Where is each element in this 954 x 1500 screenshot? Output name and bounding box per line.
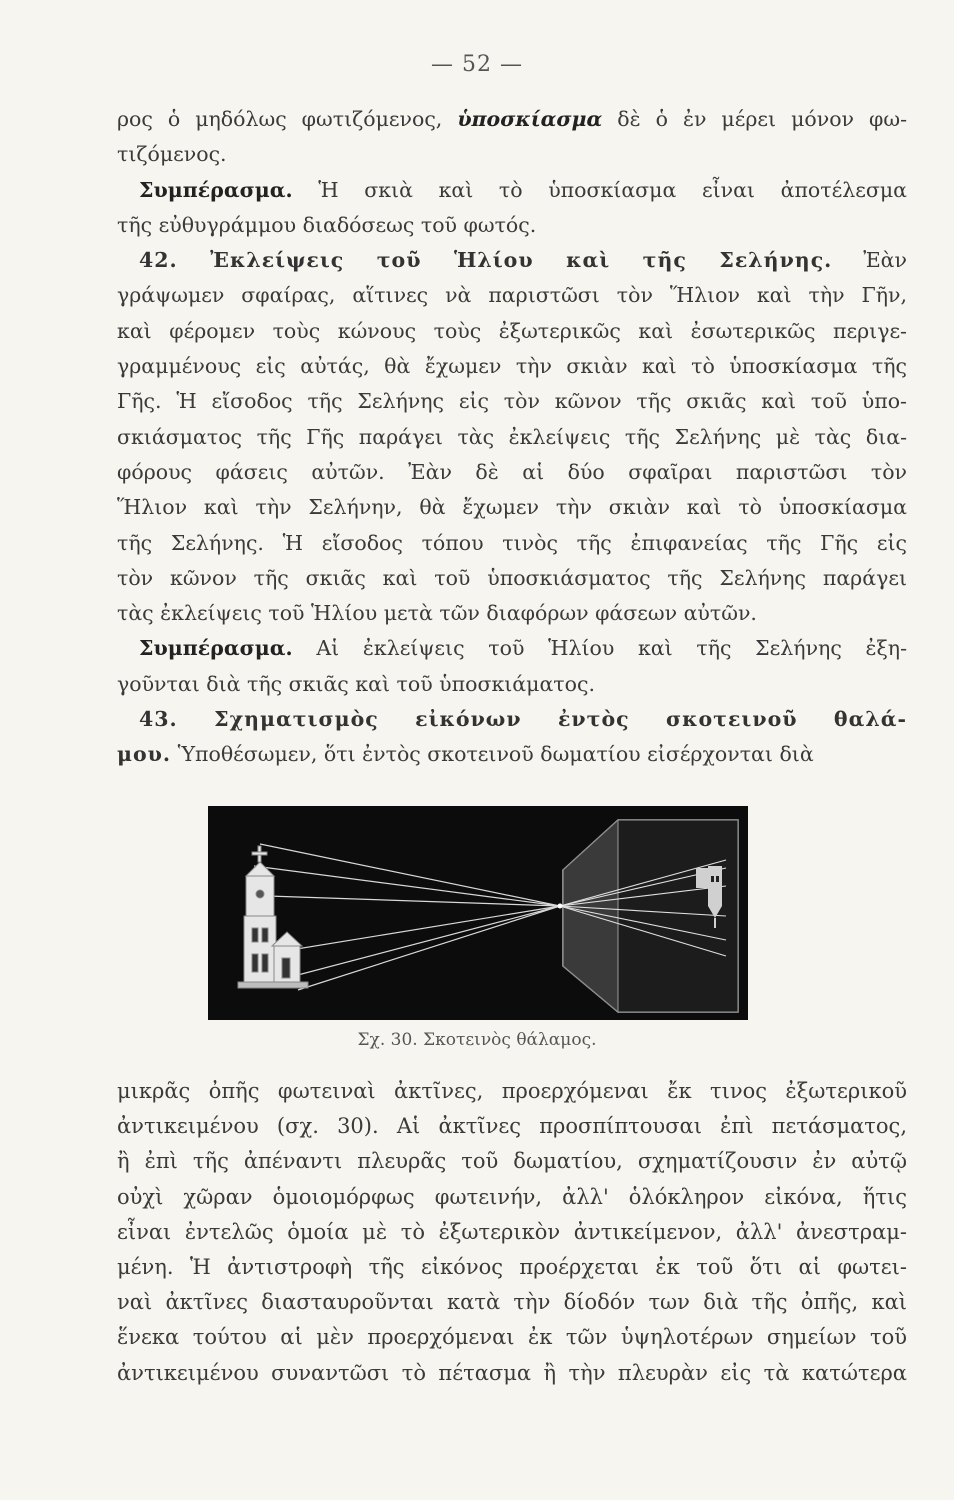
text-run: δὲ ὁ ἐν μέρει μόνον φω- (602, 107, 907, 131)
text-line: οὐχὶ χῶραν ὁμοιομόρφως φωτεινήν, ἀλλ' ὁλόκληρον εἰκόνα, ἥτις (117, 1184, 907, 1209)
section-42-heading-line (117, 243, 907, 278)
conclusion-label: Συμπέρασμα. (139, 636, 293, 661)
text-line: ἕνεκα τούτου αἱ μὲν προερχόμεναι ἐκ τῶν ὑψηλοτέρων σημείων τοῦ (117, 1325, 907, 1350)
text-line: τὸν κῶνον τῆς σκιᾶς καὶ τοῦ ὑποσκιάσματος τῆς Σελήνης παράγει (117, 565, 907, 590)
section-42-heading: 42. Ἐκλείψεις τοῦ Ἡλίου καὶ τῆς Σελήνης. (139, 248, 833, 273)
pinhole-icon (558, 904, 563, 909)
text-run: Αἱ ἐκλείψεις τοῦ Ἡλίου καὶ τῆς Σελήνης ἐξη- (292, 636, 907, 661)
text-line (117, 173, 907, 208)
page-number: — 52 — (431, 52, 523, 77)
term-hyposkiasma: ὑποσκίασμα (457, 107, 603, 131)
text-line: Γῆς. Ἡ εἴσοδος τῆς Σελήνης εἰς τὸν κῶνον τῆς σκιᾶς καὶ τοῦ ὑπο- (117, 389, 907, 414)
text-line: τῆς Σελήνης. Ἡ εἴσοδος τόπου τινὸς τῆς ἐπιφανείας τῆς Γῆς εἰς (117, 530, 907, 555)
text-line (117, 631, 907, 666)
text-line: καὶ φέρομεν τοὺς κώνους τοὺς ἐξωτερικῶς καὶ ἐσωτερικῶς περιγε- (117, 318, 907, 343)
text-line: γράψωμεν σφαίρας, αἵτινες νὰ παριστῶσι τὸν Ἥλιον καὶ τὴν Γῆν, (117, 283, 907, 308)
text-line (117, 737, 907, 772)
text-run: ρος ὁ μηδόλως φωτιζόμενος, (117, 107, 458, 131)
main-text-bottom (117, 1074, 907, 1391)
church-icon (238, 846, 308, 988)
text-line: μένη. Ἡ ἀντιστροφὴ τῆς εἰκόνος προέρχεται ἐκ τοῦ ὅτι αἱ φωτει- (117, 1255, 907, 1280)
text-line: γραμμένους εἰς αὐτάς, θὰ ἔχωμεν τὴν σκιὰν καὶ τὸ ὑποσκίασμα τῆς (117, 354, 907, 379)
text-line: ἢ ἐπὶ τῆς ἀπέναντι πλευρᾶς τοῦ δωματίου, σχηματίζουσιν ἐν αὐτῷ (117, 1149, 907, 1174)
text-run: Ὑποθέσωμεν, ὅτι ἐντὸς σκοτεινοῦ δωματίου εἰσέρχονται διὰ (171, 742, 814, 767)
camera-obscura-illustration (208, 806, 748, 1020)
section-43-heading-line (117, 702, 907, 737)
text-line: μικρᾶς ὀπῆς φωτειναὶ ἀκτῖνες, προερχόμεναι ἔκ τινος ἐξωτερικοῦ (117, 1079, 907, 1103)
text-line: Ἥλιον καὶ τὴν Σελήνην, θὰ ἔχωμεν τὴν σκιὰν καὶ τὸ ὑποσκίασμα (117, 495, 907, 520)
text-line: ἀντικειμένου συναντῶσι τὸ πέτασμα ἢ τὴν πλευρὰν εἰς τὰ κατώτερα (117, 1360, 907, 1385)
text-line: σκιάσματος τῆς Γῆς παράγει τὰς ἐκλείψεις τῆς Σελήνης μὲ τὰς δια- (117, 424, 907, 449)
text-line: γοῦνται διὰ τῆς σκιᾶς καὶ τοῦ ὑποσκιάματος. (117, 671, 595, 696)
dark-room-box (563, 820, 738, 1012)
main-text-top (117, 102, 907, 773)
text-line: ἀντικειμένου (σχ. 30). Αἱ ἀκτῖνες προσπίπτουσαι ἐπὶ πετάσματος, (117, 1114, 907, 1139)
text-line: τιζόμενος. (117, 142, 227, 167)
text-line: τῆς εὐθυγράμμου διαδόσεως τοῦ φωτός. (117, 212, 537, 237)
camera-obscura-figure (208, 806, 748, 1020)
section-43-heading-cont: μου. (117, 742, 172, 767)
text-line: τὰς ἐκλείψεις τοῦ Ἡλίου μετὰ τῶν διαφόρων φάσεων αὐτῶν. (117, 601, 757, 626)
text-line: ναὶ ἀκτῖνες διασταυροῦνται κατὰ τὴν δίοδόν των διὰ τῆς ὀπῆς, καὶ (117, 1290, 907, 1315)
text-run: Ἡ σκιὰ καὶ τὸ ὑποσκίασμα εἶναι ἀποτέλεσμα (292, 177, 907, 202)
conclusion-label: Συμπέρασμα. (139, 177, 293, 202)
figure-caption: Σχ. 30. Σκοτεινὸς θάλαμος. (357, 1030, 597, 1050)
section-43-heading: 43. Σχηματισμὸς εἰκόνων ἐντὸς σκοτεινοῦ θαλά- (139, 707, 907, 732)
text-line: φόρους φάσεις αὐτῶν. Ἐὰν δὲ αἱ δύο σφαῖραι παριστῶσι τὸν (117, 459, 907, 484)
text-line (117, 102, 907, 137)
text-run: Ἐὰν (832, 248, 907, 273)
text-line: εἶναι ἐντελῶς ὁμοία μὲ τὸ ἐξωτερικὸν ἀντικείμενον, ἀλλ' ἀνεστραμ- (117, 1219, 907, 1244)
